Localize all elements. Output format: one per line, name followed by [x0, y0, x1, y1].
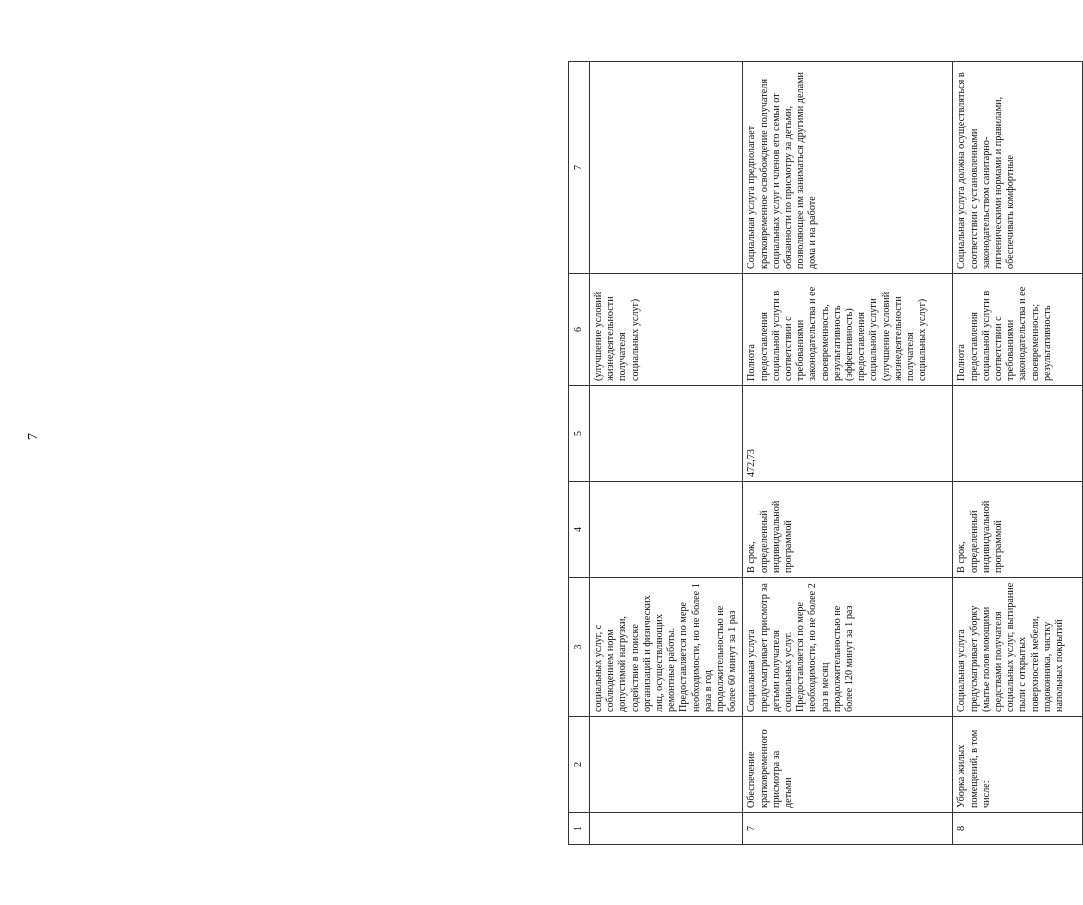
service-tariff: [953, 386, 1083, 482]
quality-indicators: Полнота предоставления социальной услуги в соответствии с требованиями законодательства и ее своевременность; результативность: [953, 274, 1083, 386]
service-tariff: [590, 386, 743, 482]
service-conditions: [590, 62, 743, 274]
row-number: 8: [953, 813, 1083, 845]
service-content: Социальная услуга предусматривает присмотр за детьми получателя социальных услуг. Предоставляется по мере необходимости, но не более 2 раз в месяц продолжительностью не более 120 минут за 1 раз: [743, 578, 953, 717]
table-row: [953, 62, 1083, 845]
quality-indicators: (улучшение условий жизнедеятельности получателя социальных услуг): [590, 274, 743, 386]
header-col-3: 3: [569, 578, 590, 717]
header-col-1: 1: [569, 813, 590, 845]
header-col-5: 5: [569, 386, 590, 482]
service-term: В срок, определенный индивидуальной программой: [953, 482, 1083, 578]
row-number: [590, 813, 743, 845]
service-name: Уборка жилых помещений, в том числе:: [953, 717, 1083, 813]
header-col-2: 2: [569, 717, 590, 813]
service-term: В срок, определенный индивидуальной программой: [743, 482, 953, 578]
row-number: 7: [743, 813, 953, 845]
service-content: социальных услуг, с соблюдением норм допустимой нагрузки, содействие в поиске организаций и физических лиц, осуществляющих ремонтные работы. Предоставляется по мере необходимости, но не более 1 раза в год продолжительностью не более 60 минут за 1 раз: [590, 578, 743, 717]
service-tariff: 472,73: [743, 386, 953, 482]
service-content: Социальная услуга предусматривает уборку (мытье полов моющими средствами получателя социальных услуг, вытирание пыли с открытых поверхностей мебели, подоконника, чистку напольных покрытий: [953, 578, 1083, 717]
service-term: [590, 482, 743, 578]
header-col-4: 4: [569, 482, 590, 578]
table-row: [743, 62, 953, 845]
quality-indicators: Полнота предоставления социальной услуги в соответствии с требованиями законодательства и ее своевременность, результативность (эффективность) предоставления социальной услуги (улучшение условий жизнедеятельности получателя социальных услуг): [743, 274, 953, 386]
service-name: [590, 717, 743, 813]
page-number: 7: [26, 433, 41, 440]
service-name: Обеспечение кратковременного присмотра за детьми: [743, 717, 953, 813]
service-conditions: Социальная услуга должна осуществляться в соответствии с установленными законодательством санитарно-гигиеническими нормами и правилами, обеспечивать комфортные: [953, 62, 1083, 274]
services-table: [568, 61, 1083, 845]
header-row: [569, 62, 590, 845]
rotated-table-container: [568, 62, 1079, 845]
table-row: [590, 62, 743, 845]
header-col-7: 7: [569, 62, 590, 274]
service-conditions: Социальная услуга предполагает кратковременное освобождение получателя социальных услуг и членов его семьи от обязанности по присмотру за детьми, позволяющее им заниматься другими делами дома и на работе: [743, 62, 953, 274]
header-col-6: 6: [569, 274, 590, 386]
